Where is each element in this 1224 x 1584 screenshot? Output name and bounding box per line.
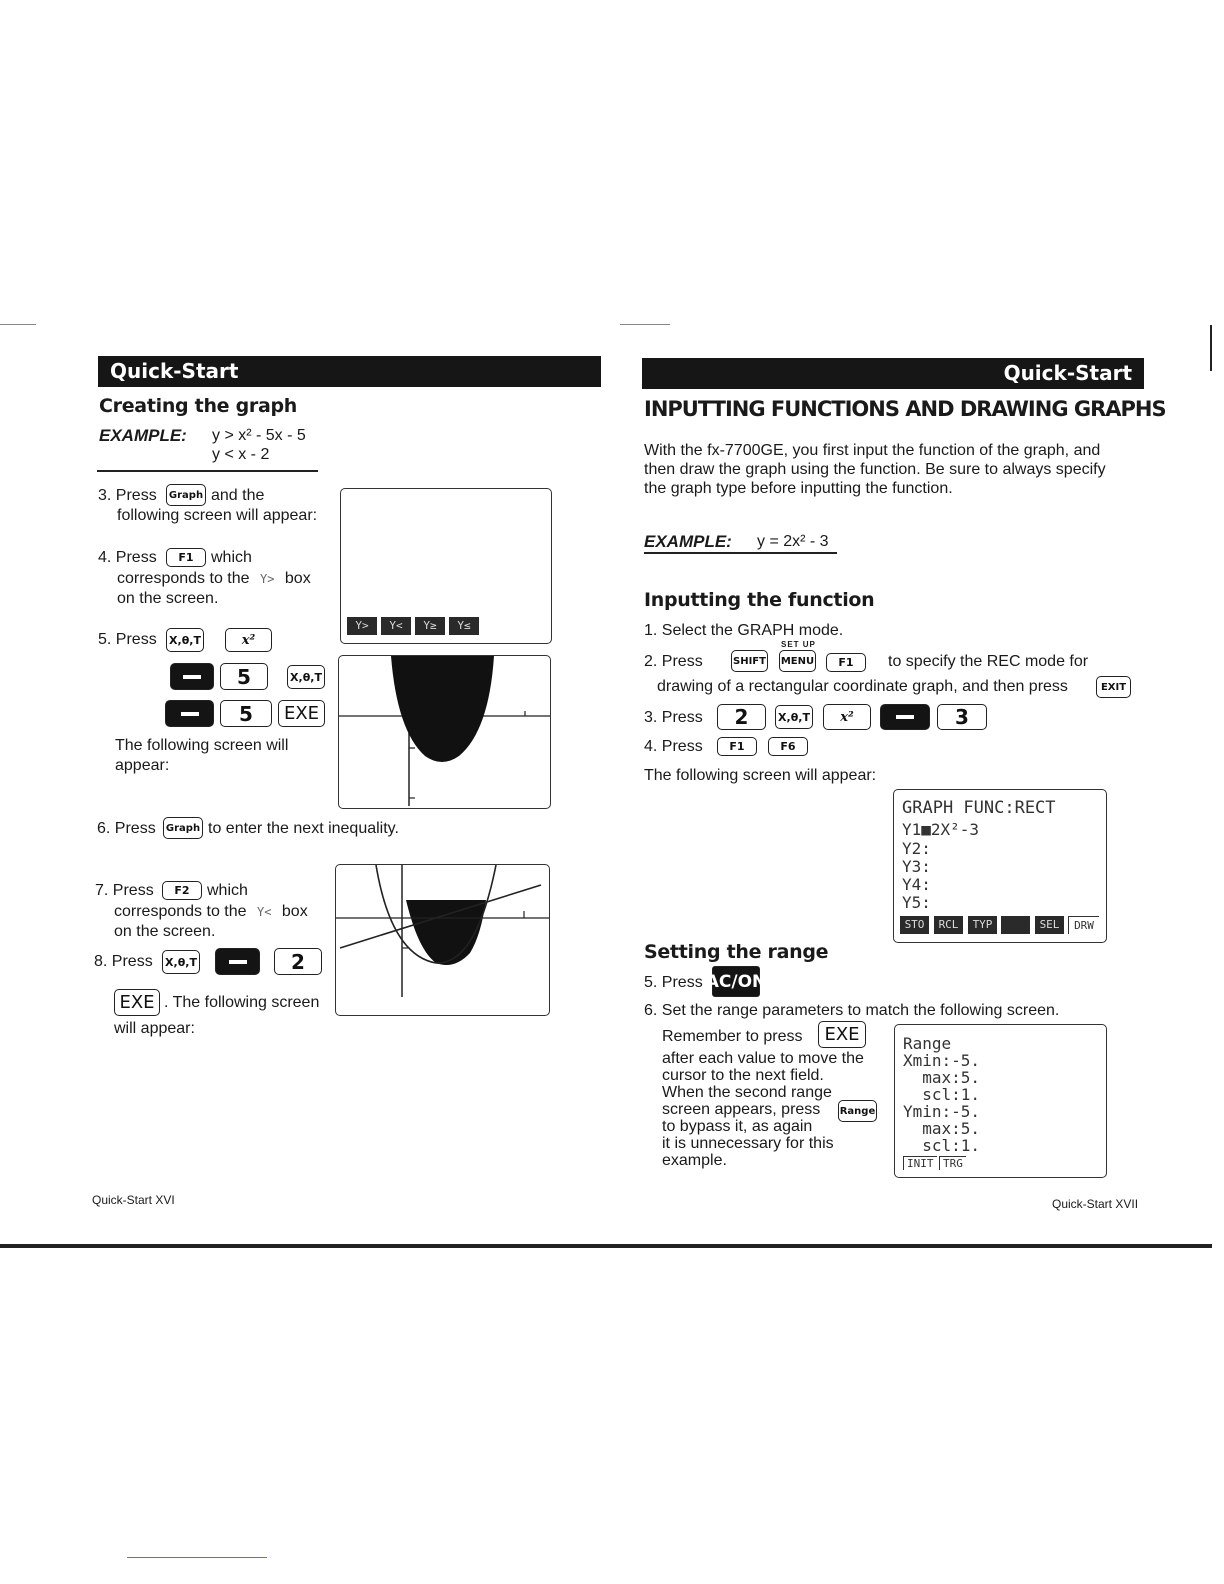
two-key-right[interactable]: 2 [717, 704, 766, 730]
step4-line3: on the screen. [117, 590, 219, 607]
range-heading: Setting the range [644, 941, 829, 963]
minus-key-3[interactable] [215, 948, 260, 975]
step8-line2: will appear: [114, 1020, 195, 1037]
step7-line2-b: box [281, 903, 308, 920]
screen-line-mode: GRAPH FUNC:RECT [902, 798, 1056, 818]
step6-text: 6. Press [97, 820, 156, 837]
right-banner: Quick-Start [642, 358, 1144, 389]
screen-line-y2: Y2: [902, 839, 931, 858]
two-key[interactable]: 2 [274, 948, 322, 975]
right-step1: 1. Select the GRAPH mode. [644, 622, 844, 639]
exe-key[interactable]: EXE [278, 700, 325, 727]
minus-key[interactable] [170, 663, 214, 690]
range-line-ymin: Ymin:-5. [903, 1102, 981, 1121]
right-example-label: EXAMPLE: [644, 532, 732, 551]
left-footer: Quick-Start XVI [92, 1193, 175, 1207]
five-key-2[interactable]: 5 [220, 700, 272, 727]
step6-tail: to enter the next inequality. [208, 820, 399, 837]
screen-line-y1: Y1■2X²-3 [902, 820, 980, 839]
step7-line2 [114, 902, 308, 922]
menu-key[interactable]: MENU [779, 650, 816, 672]
step5-follow-a: The following screen will [115, 737, 289, 754]
softkey-y-geq: Y≥ [415, 617, 445, 635]
five-key[interactable]: 5 [220, 663, 268, 690]
softkey-typ: TYP [968, 916, 997, 934]
f6-key[interactable]: F6 [768, 737, 808, 756]
shift-key[interactable]: SHIFT [731, 650, 768, 672]
center-top-mark [620, 324, 670, 325]
step8-tail: . The following screen [164, 994, 320, 1011]
exe-key-2[interactable]: EXE [114, 989, 160, 1016]
right-example-eq: y = 2x² - 3 [757, 533, 829, 550]
right-footer: Quick-Start XVII [1052, 1197, 1139, 1211]
remember-line-3: When the second range [662, 1084, 832, 1101]
screen-line-y3: Y3: [902, 857, 931, 876]
step5-text: 5. Press [98, 631, 157, 648]
softkey-rcl: RCL [934, 916, 963, 934]
remember-line-1: after each value to move the [662, 1050, 864, 1067]
right-scan-edge [1210, 325, 1212, 371]
bottom-scan-border [0, 1244, 1212, 1248]
range-line-xmin: Xmin:-5. [903, 1051, 981, 1070]
range-line-xscl: scl:1. [903, 1085, 981, 1104]
step5-follow-b: appear: [115, 757, 170, 774]
minus-icon [229, 960, 247, 964]
intro-line-2: then draw the graph using the function. Be sure to always specify [644, 461, 1106, 478]
f1-key[interactable]: F1 [166, 548, 206, 567]
f1-key-right-2[interactable]: F1 [717, 737, 757, 756]
softkey-drw: DRW [1068, 916, 1099, 934]
range-key[interactable]: Range [838, 1100, 877, 1122]
left-title: Creating the graph [99, 395, 297, 417]
right-step2-tail: to specify the REC mode for [888, 653, 1089, 670]
minus-icon [183, 675, 201, 679]
x-squared-key-right[interactable]: x² [823, 704, 871, 730]
softkey-y-greater: Y> [347, 617, 377, 635]
step3-text: 3. Press [98, 487, 157, 504]
minus-icon [181, 712, 199, 716]
step7-line3: on the screen. [114, 923, 216, 940]
right-example-rule [644, 552, 837, 554]
y-greater-symbol: Y> [259, 572, 275, 586]
f1-key-right[interactable]: F1 [826, 653, 866, 672]
range-line-xmax: max:5. [903, 1068, 981, 1087]
left-banner: Quick-Start [98, 356, 601, 387]
setup-label: SET UP [781, 640, 816, 649]
graph-key[interactable]: Graph [166, 484, 206, 506]
remember-line-2: cursor to the next field. [662, 1067, 824, 1084]
example-label: EXAMPLE: [99, 426, 187, 445]
left-top-mark [0, 324, 36, 325]
right-title: INPUTTING FUNCTIONS AND DRAWING GRAPHS [644, 397, 1166, 421]
right-step2: 2. Press [644, 653, 703, 670]
range-line-title: Range [903, 1034, 952, 1053]
intro-line-3: the graph type before inputting the function. [644, 480, 953, 497]
softkey-blank [1001, 916, 1030, 934]
right-follow: The following screen will appear: [644, 767, 877, 784]
softkey-trg: TRG [939, 1156, 966, 1170]
range-line-ymax: max:5. [903, 1119, 981, 1138]
range-line-yscl: scl:1. [903, 1136, 981, 1155]
xot-key-3[interactable]: X,θ,T [162, 950, 200, 974]
f2-key[interactable]: F2 [162, 881, 202, 900]
parabola-graph-1 [339, 656, 551, 809]
step3-line2: following screen will appear: [117, 507, 318, 524]
screen-line-y5: Y5: [902, 893, 931, 912]
right-step4: 4. Press [644, 738, 703, 755]
lcd-screen-graph-2 [335, 864, 550, 1016]
remember-press-line: screen appears, press [662, 1101, 821, 1118]
step8-text: 8. Press [94, 953, 153, 970]
exit-key[interactable]: EXIT [1096, 676, 1131, 698]
softkey-sto: STO [900, 916, 929, 934]
right-step6: 6. Set the range parameters to match the following screen. [644, 1002, 1060, 1019]
step3-tail: and the [211, 487, 265, 504]
lcd-screen-inequality-menu [340, 488, 552, 644]
softkey-y-leq: Y≤ [449, 617, 479, 635]
xot-key-right[interactable]: X,θ,T [775, 705, 813, 729]
lcd-screen-function-list [893, 789, 1107, 943]
step7-line2-a: corresponds to the [114, 903, 247, 920]
minus-key-right[interactable] [880, 704, 930, 730]
parabola-line-graph [336, 865, 550, 1016]
screen-line-y4: Y4: [902, 875, 931, 894]
bottom-link-line [127, 1557, 267, 1558]
example-rule [97, 470, 318, 472]
x-squared-key[interactable]: x² [225, 628, 272, 652]
step4-line2 [117, 569, 311, 589]
remember-tail-3: example. [662, 1152, 727, 1169]
softkey-y-less: Y< [381, 617, 411, 635]
ac-on-key[interactable]: AC/ON [712, 966, 760, 997]
lcd-screen-graph-1 [338, 655, 551, 809]
xot-key[interactable]: X,θ,T [166, 628, 204, 652]
example-line1: y > x² - 5x - 5 [212, 427, 306, 444]
minus-key-2[interactable] [165, 700, 214, 727]
step4-tail: which [211, 549, 252, 566]
remember-tail-2: it is unnecessary for this [662, 1135, 834, 1152]
lcd-screen-range [894, 1024, 1107, 1178]
remember-a: Remember to press [662, 1028, 803, 1045]
step4-line2-a: corresponds to the [117, 570, 250, 587]
minus-icon [896, 715, 914, 719]
y-less-symbol: Y< [256, 905, 272, 919]
right-step2-line2: drawing of a rectangular coordinate graph, and then press [657, 678, 1068, 695]
remember-tail-1: to bypass it, as again [662, 1118, 813, 1135]
step4-line2-b: box [284, 570, 311, 587]
exe-key-right[interactable]: EXE [818, 1021, 866, 1048]
graph-key-2[interactable]: Graph [163, 817, 203, 839]
step7-text: 7. Press [95, 882, 154, 899]
right-step3: 3. Press [644, 709, 703, 726]
three-key[interactable]: 3 [937, 704, 987, 730]
step7-tail: which [207, 882, 248, 899]
step4-text: 4. Press [98, 549, 157, 566]
intro-line-1: With the fx-7700GE, you first input the function of the graph, and [644, 442, 1101, 459]
softkey-init: INIT [903, 1156, 937, 1170]
xot-key-2[interactable]: X,θ,T [287, 665, 325, 689]
inputting-heading: Inputting the function [644, 589, 875, 611]
softkey-sel: SEL [1035, 916, 1064, 934]
right-step5: 5. Press [644, 974, 703, 991]
example-line2: y < x - 2 [212, 446, 270, 463]
